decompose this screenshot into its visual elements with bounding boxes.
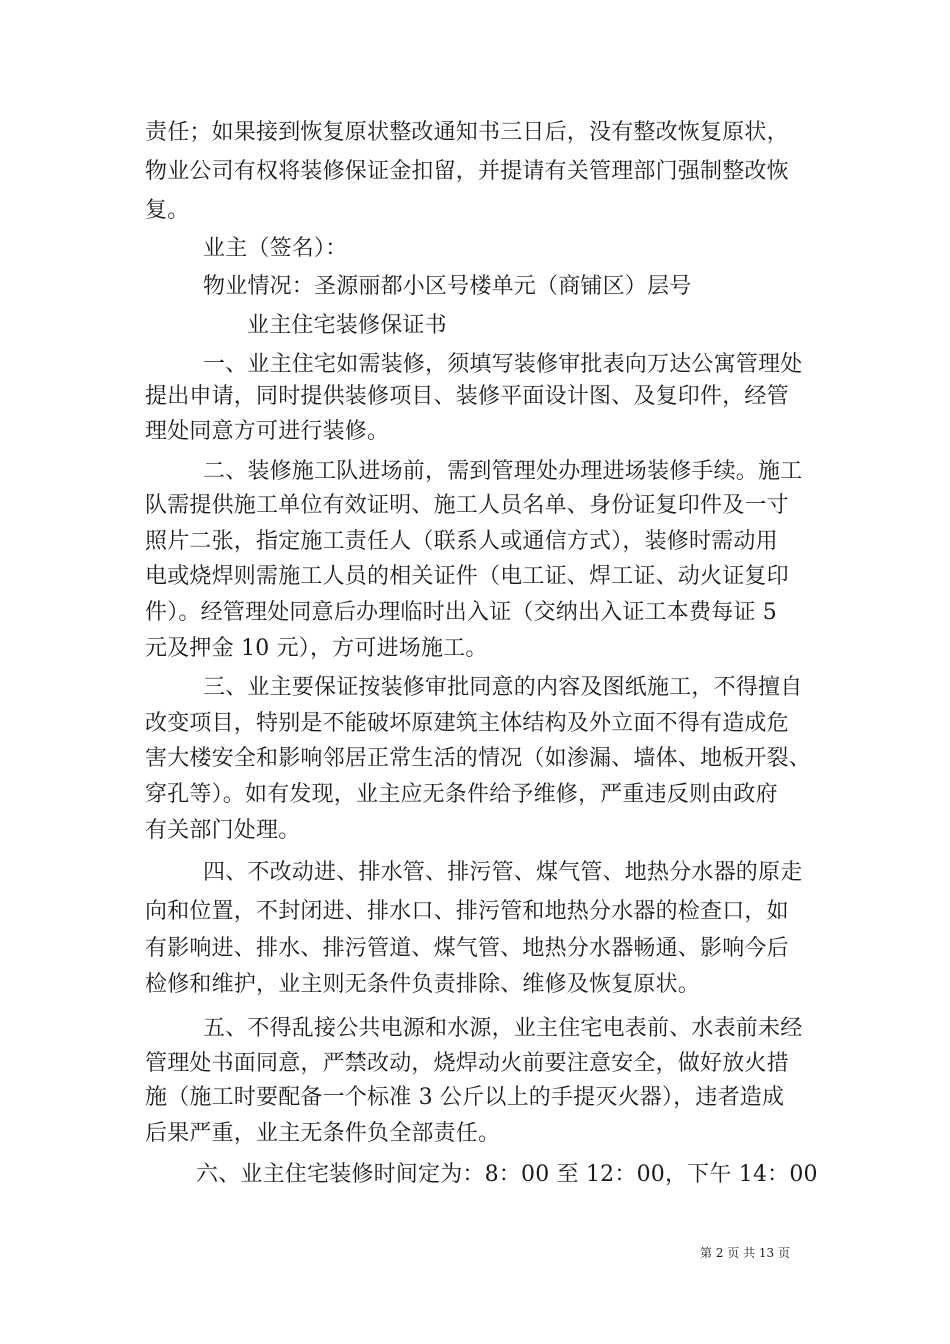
body-text-line: 检修和维护，业主则无条件负责排除、维修及恢复原状。: [145, 972, 701, 997]
body-text-line: 管理处书面同意，严禁改动，烧焊动火前要注意安全，做好放火措: [145, 1051, 789, 1076]
body-text-line: 穿孔等）。如有发现，业主应无条件给予维修，严重违反则由政府: [145, 782, 778, 807]
body-text-line: 六、业主住宅装修时间定为：8：00 至 12：00，下午 14：00: [196, 1162, 818, 1187]
body-text-line: 后果严重，业主无条件负全部责任。: [145, 1121, 501, 1146]
body-text-line: 有影响进、排水、排污管道、煤气管、地热分水器畅通、影响今后: [145, 936, 789, 961]
signature-label: 业主（签名）：: [203, 236, 348, 261]
page-number: 第 2 页 共 13 页: [700, 1246, 790, 1260]
body-text-line: 提出申请，同时提供装修项目、装修平面设计图、及复印件，经管: [145, 384, 789, 409]
property-info: 物业情况：圣源丽都小区号楼单元（商铺区）层号: [203, 274, 692, 299]
body-text-line: 电或烧焊则需施工人员的相关证件（电工证、焊工证、动火证复印: [145, 564, 789, 589]
body-text-line: 四、不改动进、排水管、排污管、煤气管、地热分水器的原走: [203, 860, 803, 885]
body-text-line: 有关部门处理。: [145, 818, 301, 843]
body-text-line: 一、业主住宅如需装修，须填写装修审批表向万达公寓管理处: [203, 352, 803, 377]
body-text-line: 施（施工时要配备一个标准 3 公斤以上的手提灭火器），违者造成: [145, 1085, 785, 1110]
body-text-line: 二、装修施工队进场前，需到管理处办理进场装修手续。施工: [203, 459, 803, 484]
body-text-line: 改变项目，特别是不能破坏原建筑主体结构及外立面不得有造成危: [145, 711, 789, 736]
body-text-line: 复。: [145, 198, 190, 223]
section-title: 业主住宅装修保证书: [247, 313, 447, 338]
body-text-line: 元及押金 10 元），方可进场施工。: [145, 636, 488, 661]
body-text-line: 三、业主要保证按装修审批同意的内容及图纸施工，不得擅自: [203, 675, 803, 700]
body-text-line: 向和位置，不封闭进、排水口、排污管和地热分水器的检查口，如: [145, 899, 789, 924]
body-text-line: 件）。经管理处同意后办理临时出入证（交纳出入证工本费每证 5: [145, 600, 777, 625]
body-text-line: 理处同意方可进行装修。: [145, 419, 390, 444]
body-text-line: 责任；如果接到恢复原状整改通知书三日后，没有整改恢复原状，: [145, 120, 789, 145]
body-text-line: 五、不得乱接公共电源和水源，业主住宅电表前、水表前未经: [203, 1016, 803, 1041]
body-text-line: 队需提供施工单位有效证明、施工人员名单、身份证复印件及一寸: [145, 493, 789, 518]
body-text-line: 照片二张，指定施工责任人（联系人或通信方式），装修时需动用: [145, 529, 778, 554]
body-text-line: 害大楼安全和影响邻居正常生活的情况（如渗漏、墙体、地板开裂、: [145, 746, 812, 771]
body-text-line: 物业公司有权将装修保证金扣留，并提请有关管理部门强制整改恢: [145, 159, 789, 184]
